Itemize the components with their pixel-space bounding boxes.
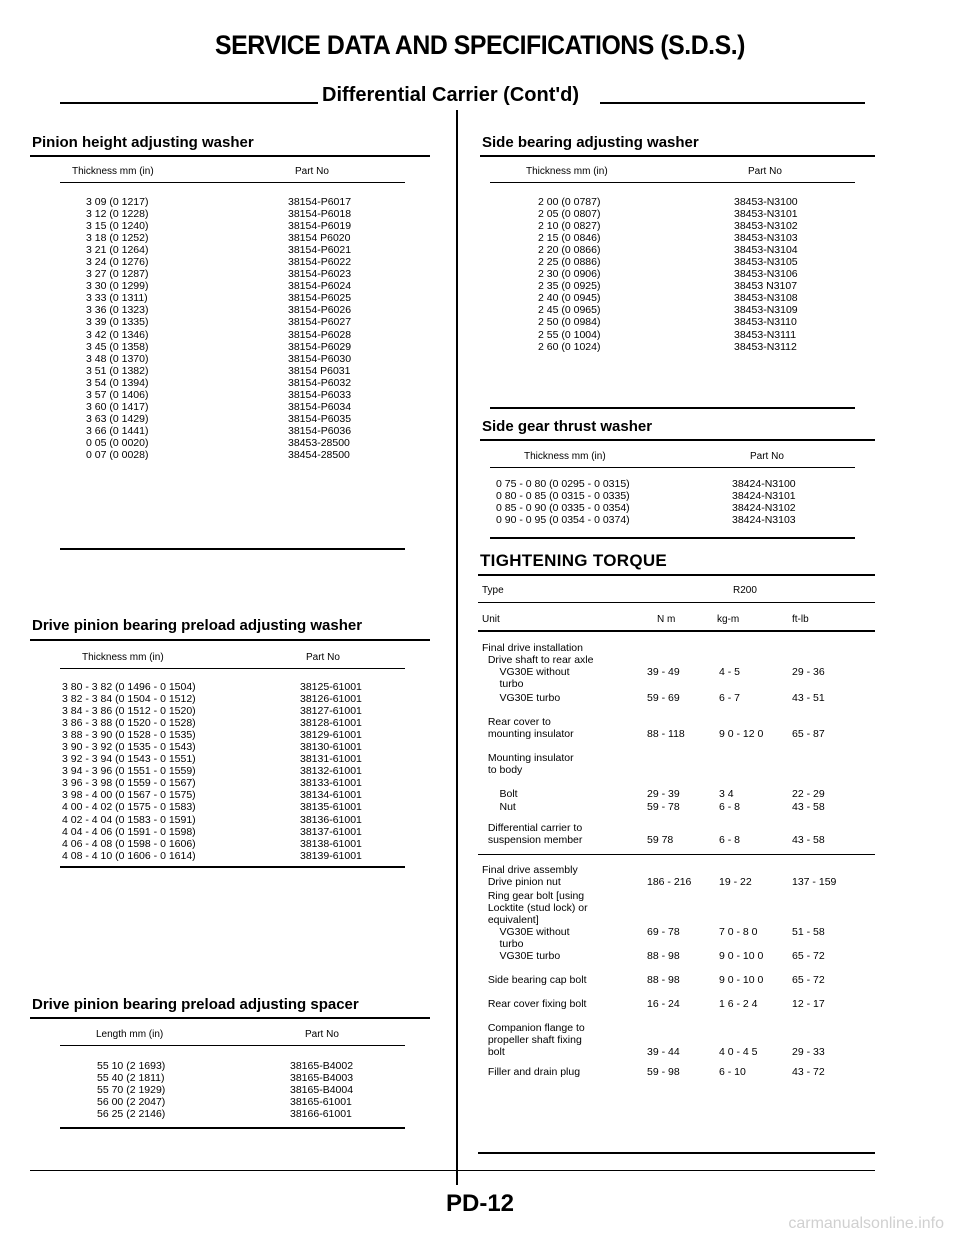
torque-type-label: Type: [482, 585, 504, 596]
part-number: 38453-N3112: [734, 340, 797, 353]
torque-value: 137 - 159: [792, 876, 837, 888]
part-number: 38154-P6032: [288, 376, 352, 389]
section-subtitle-bar: [60, 84, 865, 110]
part-number: 38129-61001: [300, 729, 362, 742]
preload-washer-col2: Part No: [306, 652, 340, 663]
torque-value: 43 - 58: [792, 834, 825, 846]
part-number: 38453-N3101: [734, 208, 798, 221]
thickness-value: 3 60 (0 1417): [86, 400, 149, 413]
rule: [30, 1170, 875, 1171]
watermark: carmanualsonline.info: [788, 1215, 944, 1232]
part-number: 38154 P6020: [288, 232, 351, 245]
thickness-value: 3 51 (0 1382): [86, 364, 149, 377]
page-number: PD-12: [445, 1190, 515, 1217]
thickness-value: 3 84 - 3 86 (0 1512 - 0 1520): [62, 705, 196, 718]
side-gear-col2: Part No: [750, 451, 784, 462]
tightening-torque-title: TIGHTENING TORQUE: [480, 551, 668, 570]
rule: [478, 630, 875, 632]
torque-value: 39 - 49: [647, 666, 680, 678]
preload-spacer-title: Drive pinion bearing preload adjusting spacer: [32, 996, 359, 1013]
torque-unit-nm: N m: [657, 614, 676, 625]
part-number: 38154-P6022: [288, 256, 352, 269]
thickness-value: 3 54 (0 1394): [86, 376, 149, 389]
torque-value: 43 - 51: [792, 692, 825, 704]
torque-item: Filler and drain plug: [482, 1066, 581, 1078]
part-number: 38135-61001: [300, 801, 362, 814]
part-number: 38154-P6027: [288, 316, 352, 329]
thickness-value: 3 63 (0 1429): [86, 412, 149, 425]
thickness-value: 0 80 - 0 85 (0 0315 - 0 0335): [496, 490, 630, 503]
part-number: 38165-61001: [290, 1096, 352, 1109]
torque-value: 59 78: [647, 834, 674, 846]
torque-value: 88 - 98: [647, 974, 680, 986]
rule: [60, 1045, 405, 1046]
side-bearing-col1: Thickness mm (in): [526, 166, 608, 177]
torque-value: 4 0 - 4 5: [719, 1046, 758, 1058]
thickness-value: 3 27 (0 1287): [86, 268, 149, 281]
rule: [60, 1127, 405, 1129]
thickness-value: 3 80 - 3 82 (0 1496 - 0 1504): [62, 681, 196, 693]
thickness-value: 56 00 (2 2047): [97, 1096, 166, 1109]
side-gear-thickness-list: [496, 478, 630, 526]
thickness-value: 3 33 (0 1311): [86, 292, 148, 305]
torque-item: VG30E turbo: [482, 950, 561, 962]
rule: [30, 155, 430, 157]
part-number: 38154-P6034: [288, 400, 352, 413]
thickness-value: 0 07 (0 0028): [86, 448, 149, 461]
part-number: 38154-P6030: [288, 352, 352, 365]
part-number: 38154-P6023: [288, 268, 352, 281]
page-title: SERVICE DATA AND SPECIFICATIONS (S.D.S.): [215, 30, 745, 60]
part-number: 38424-N3103: [732, 514, 796, 527]
rule: [478, 1152, 875, 1154]
thickness-value: 4 06 - 4 08 (0 1598 - 0 1606): [62, 837, 196, 850]
torque-value: 29 - 36: [792, 666, 825, 678]
part-number: 38453-N3102: [734, 220, 798, 233]
thickness-value: 2 50 (0 0984): [538, 316, 601, 329]
part-number: 38165-B4004: [290, 1084, 354, 1097]
torque-item: Rear cover to mounting insulator: [487, 716, 574, 740]
part-number: 38154 P6031: [288, 364, 351, 377]
thickness-value: 3 57 (0 1406): [86, 388, 149, 401]
pinion-height-part-list: [288, 196, 351, 461]
part-number: 38154-P6018: [288, 208, 352, 221]
thickness-value: 56 25 (2 2146): [97, 1108, 166, 1121]
part-number: 38136-61001: [300, 813, 362, 826]
torque-item: Final drive assembly Drive pinion nut: [482, 864, 578, 888]
thickness-value: 3 21 (0 1264): [86, 244, 149, 257]
part-number: 38453-N3105: [734, 256, 798, 269]
pinion-height-title: Pinion height adjusting washer: [32, 134, 254, 151]
torque-value: 1 6 - 2 4: [719, 998, 758, 1010]
pinion-height-thickness-list: [86, 196, 148, 461]
torque-value: 39 - 44: [647, 1046, 680, 1058]
part-number: 38166-61001: [290, 1108, 352, 1121]
torque-item: Side bearing cap bolt: [482, 974, 587, 986]
torque-value: 9 0 - 10 0: [719, 950, 764, 962]
thickness-value: 2 20 (0 0866): [538, 244, 601, 257]
rule: [490, 407, 855, 409]
part-number: 38127-61001: [300, 705, 362, 718]
thickness-value: 3 90 - 3 92 (0 1535 - 0 1543): [62, 741, 196, 754]
part-number: 38154-P6029: [288, 340, 352, 353]
section-subtitle: Differential Carrier (Cont'd): [318, 84, 583, 107]
rule: [490, 467, 855, 468]
torque-value: 186 - 216: [647, 876, 692, 888]
part-number: 38453-N3108: [734, 292, 798, 305]
torque-unit-label: Unit: [482, 614, 500, 625]
torque-value: 59 - 69: [647, 692, 680, 704]
side-bearing-col2: Part No: [748, 166, 782, 177]
thickness-value: 4 04 - 4 06 (0 1591 - 0 1598): [62, 825, 196, 838]
thickness-value: 2 00 (0 0787): [538, 196, 601, 208]
thickness-value: 3 94 - 3 96 (0 1551 - 0 1559): [62, 765, 196, 778]
torque-unit-kgm: kg-m: [717, 614, 740, 625]
thickness-value: 2 40 (0 0945): [538, 292, 601, 305]
side-gear-part-list: [732, 478, 796, 526]
thickness-value: 3 92 - 3 94 (0 1543 - 0 1551): [62, 753, 196, 766]
part-number: 38130-61001: [300, 741, 362, 754]
rule: [60, 866, 405, 868]
part-number: 38154-P6025: [288, 292, 352, 305]
thickness-value: 2 60 (0 1024): [538, 340, 601, 353]
pinion-height-col1: Thickness mm (in): [72, 166, 154, 177]
part-number: 38154-P6017: [288, 196, 352, 208]
rule: [30, 639, 430, 641]
thickness-value: 3 86 - 3 88 (0 1520 - 0 1528): [62, 717, 196, 730]
preload-washer-col1: Thickness mm (in): [82, 652, 164, 663]
torque-item: Ring gear bolt [using Locktite (stud lock) or equivalent]: [487, 890, 588, 926]
part-number: 38165-B4003: [290, 1072, 354, 1085]
part-number: 38134-61001: [300, 789, 362, 802]
part-number: 38154-P6033: [288, 388, 352, 401]
torque-value: 59 - 78: [647, 801, 680, 813]
torque-item: Rear cover fixing bolt: [482, 998, 587, 1010]
torque-value: 3 4: [719, 788, 734, 800]
torque-value: 12 - 17: [792, 998, 825, 1010]
torque-value: 6 - 8: [719, 801, 741, 813]
torque-item: Mounting insulator to body: [487, 752, 574, 776]
torque-type-value: R200: [733, 585, 757, 596]
torque-item: Differential carrier to suspension member: [487, 822, 583, 846]
torque-value: 16 - 24: [647, 998, 680, 1010]
thickness-value: 3 66 (0 1441): [86, 424, 149, 437]
part-number: 38424-N3101: [732, 490, 796, 503]
part-number: 38139-61001: [300, 849, 362, 862]
rule: [60, 182, 405, 183]
thickness-value: 2 10 (0 0827): [538, 220, 601, 233]
torque-item: Companion flange to propeller shaft fixing bolt: [487, 1022, 585, 1058]
side-bearing-thickness-list: [538, 196, 600, 353]
torque-value: 59 - 98: [647, 1066, 680, 1078]
thickness-value: 0 90 - 0 95 (0 0354 - 0 0374): [496, 514, 630, 527]
part-number: 38453-N3106: [734, 268, 798, 281]
rule: [490, 537, 855, 539]
torque-item: Final drive installation Drive shaft to rear axle: [482, 642, 594, 666]
part-number: 38453-N3100: [734, 196, 798, 208]
preload-spacer-col2: Part No: [305, 1029, 339, 1040]
thickness-value: 3 09 (0 1217): [86, 196, 149, 208]
part-number: 38453-N3103: [734, 232, 798, 245]
thickness-value: 3 18 (0 1252): [86, 232, 149, 245]
thickness-value: 3 45 (0 1358): [86, 340, 149, 353]
part-number: 38154-P6019: [288, 220, 352, 233]
thickness-value: 3 98 - 4 00 (0 1567 - 0 1575): [62, 789, 196, 802]
torque-item: VG30E without turbo: [499, 666, 570, 690]
torque-value: 9 0 - 12 0: [719, 728, 764, 740]
thickness-value: 2 35 (0 0925): [538, 280, 601, 293]
part-number: 38137-61001: [300, 825, 362, 838]
thickness-value: 3 30 (0 1299): [86, 280, 149, 293]
part-number: 38132-61001: [300, 765, 362, 778]
thickness-value: 3 82 - 3 84 (0 1504 - 0 1512): [62, 693, 196, 706]
thickness-value: 2 15 (0 0846): [538, 232, 601, 245]
thickness-value: 3 48 (0 1370): [86, 352, 149, 365]
thickness-value: 3 39 (0 1335): [86, 316, 149, 329]
part-number: 38154-P6021: [288, 244, 352, 257]
part-number: 38424-N3100: [732, 478, 796, 490]
torque-item: VG30E without turbo: [499, 926, 570, 950]
part-number: 38453-N3109: [734, 304, 798, 317]
part-number: 38125-61001: [300, 681, 362, 693]
part-number: 38453 N3107: [734, 280, 798, 293]
torque-value: 29 - 33: [792, 1046, 825, 1058]
part-number: 38154-P6035: [288, 412, 352, 425]
side-gear-col1: Thickness mm (in): [524, 451, 606, 462]
subtitle-rule-left: [60, 102, 330, 104]
thickness-value: 3 96 - 3 98 (0 1559 - 0 1567): [62, 777, 196, 790]
thickness-value: 0 05 (0 0020): [86, 436, 149, 449]
column-divider: [456, 110, 458, 1185]
thickness-value: 0 75 - 0 80 (0 0295 - 0 0315): [496, 478, 630, 490]
torque-unit-ftlb: ft-lb: [792, 614, 809, 625]
thickness-value: 4 08 - 4 10 (0 1606 - 0 1614): [62, 849, 196, 862]
part-number: 38131-61001: [300, 753, 362, 766]
torque-value: 6 - 7: [719, 692, 741, 704]
part-number: 38453-N3111: [734, 328, 797, 341]
preload-spacer-length-list: [97, 1060, 165, 1120]
rule: [480, 155, 875, 157]
rule: [478, 854, 875, 855]
part-number: 38126-61001: [300, 693, 362, 706]
rule: [30, 1017, 430, 1019]
part-number: 38454-28500: [288, 448, 350, 461]
preload-washer-part-list: [300, 681, 362, 862]
part-number: 38424-N3102: [732, 502, 796, 515]
torque-value: 4 - 5: [719, 666, 741, 678]
torque-value: 22 - 29: [792, 788, 825, 800]
part-number: 38453-N3110: [734, 316, 797, 329]
torque-value: 69 - 78: [647, 926, 680, 938]
torque-item: Nut: [482, 801, 516, 813]
torque-item: Bolt: [482, 788, 518, 800]
rule: [480, 439, 875, 441]
rule: [60, 548, 405, 550]
torque-table: [482, 642, 872, 1162]
part-number: 38453-28500: [288, 436, 350, 449]
torque-item: VG30E turbo: [482, 692, 561, 704]
torque-value: 9 0 - 10 0: [719, 974, 764, 986]
thickness-value: 55 70 (2 1929): [97, 1084, 166, 1097]
part-number: 38133-61001: [300, 777, 362, 790]
preload-washer-thickness-list: [62, 681, 196, 862]
torque-value: 19 - 22: [719, 876, 752, 888]
torque-value: 43 - 72: [792, 1066, 825, 1078]
preload-washer-title: Drive pinion bearing preload adjusting washer: [32, 617, 363, 634]
thickness-value: 55 10 (2 1693): [97, 1060, 166, 1072]
thickness-value: 3 42 (0 1346): [86, 328, 149, 341]
torque-value: 29 - 39: [647, 788, 680, 800]
side-bearing-part-list: [734, 196, 798, 353]
torque-value: 65 - 87: [792, 728, 825, 740]
thickness-value: 4 02 - 4 04 (0 1583 - 0 1591): [62, 813, 196, 826]
torque-value: 88 - 118: [647, 728, 685, 740]
thickness-value: 2 05 (0 0807): [538, 208, 601, 221]
thickness-value: 4 00 - 4 02 (0 1575 - 0 1583): [62, 801, 196, 814]
torque-value: 43 - 58: [792, 801, 825, 813]
thickness-value: 2 30 (0 0906): [538, 268, 601, 281]
torque-value: 51 - 58: [792, 926, 825, 938]
subtitle-rule-right: [600, 102, 865, 104]
torque-value: 7 0 - 8 0: [719, 926, 758, 938]
thickness-value: 0 85 - 0 90 (0 0335 - 0 0354): [496, 502, 630, 515]
preload-spacer-col1: Length mm (in): [96, 1029, 164, 1040]
part-number: 38154-P6028: [288, 328, 352, 341]
torque-value: 6 - 10: [719, 1066, 746, 1078]
thickness-value: 2 45 (0 0965): [538, 304, 601, 317]
rule: [60, 668, 405, 669]
torque-value: 65 - 72: [792, 974, 825, 986]
side-bearing-title: Side bearing adjusting washer: [482, 134, 699, 151]
thickness-value: 3 88 - 3 90 (0 1528 - 0 1535): [62, 729, 196, 742]
rule: [478, 574, 875, 576]
torque-value: 65 - 72: [792, 950, 825, 962]
thickness-value: 3 15 (0 1240): [86, 220, 149, 233]
preload-spacer-part-list: [290, 1060, 353, 1120]
side-gear-title: Side gear thrust washer: [482, 418, 653, 435]
torque-value: 6 - 8: [719, 834, 741, 846]
thickness-value: 3 36 (0 1323): [86, 304, 149, 317]
rule: [478, 602, 875, 603]
part-number: 38165-B4002: [290, 1060, 354, 1072]
thickness-value: 2 55 (0 1004): [538, 328, 601, 341]
part-number: 38154-P6036: [288, 424, 352, 437]
rule: [490, 182, 855, 183]
thickness-value: 3 12 (0 1228): [86, 208, 149, 221]
part-number: 38128-61001: [300, 717, 362, 730]
part-number: 38154-P6024: [288, 280, 352, 293]
thickness-value: 3 24 (0 1276): [86, 256, 149, 269]
part-number: 38138-61001: [300, 837, 362, 850]
part-number: 38154-P6026: [288, 304, 352, 317]
torque-value: 88 - 98: [647, 950, 680, 962]
part-number: 38453-N3104: [734, 244, 798, 257]
pinion-height-col2: Part No: [295, 166, 329, 177]
thickness-value: 2 25 (0 0886): [538, 256, 601, 269]
thickness-value: 55 40 (2 1811): [97, 1072, 165, 1085]
